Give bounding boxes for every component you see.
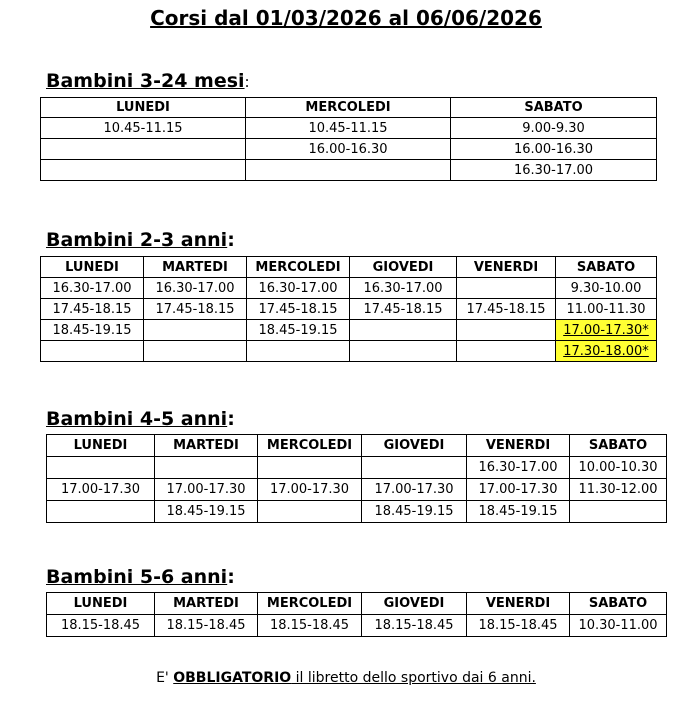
time-cell: 17.00-17.30 (47, 479, 155, 501)
footer-prefix: E' (156, 670, 174, 686)
time-cell: 17.00-17.30 (467, 479, 570, 501)
time-cell: 18.45-19.15 (467, 501, 570, 523)
time-cell: 11.30-12.00 (570, 479, 667, 501)
table-row (41, 160, 657, 181)
page-title: Corsi dal 01/03/2026 al 06/06/2026 (150, 6, 542, 30)
time-cell: 18.45-19.15 (362, 501, 467, 523)
time-cell (570, 501, 667, 523)
time-cell (144, 341, 247, 362)
section-heading-3-24-mesi (46, 70, 250, 92)
day-header: MARTEDI (155, 435, 258, 457)
time-cell (258, 501, 362, 523)
time-cell: 18.45-19.15 (155, 501, 258, 523)
time-cell (457, 320, 556, 341)
table-row (47, 457, 667, 479)
time-cell: 16.00-16.30 (246, 139, 451, 160)
footer-text: il libretto dello sportivo dai 6 anni. (291, 670, 536, 686)
day-header: SABATO (451, 98, 657, 118)
day-header: LUNEDI (47, 593, 155, 615)
day-header: GIOVEDI (362, 435, 467, 457)
time-cell: 16.30-17.00 (467, 457, 570, 479)
schedule-table-4-5-anni (46, 434, 667, 523)
day-header: LUNEDI (41, 98, 246, 118)
time-cell (41, 160, 246, 181)
table-row (47, 479, 667, 501)
time-cell: 16.30-17.00 (350, 278, 457, 299)
time-cell (362, 457, 467, 479)
footer-note (0, 670, 692, 686)
time-cell: 17.00-17.30 (362, 479, 467, 501)
section-heading-colon: : (244, 73, 250, 91)
time-cell (47, 457, 155, 479)
day-header: SABATO (556, 257, 657, 278)
day-header: MERCOLEDI (258, 435, 362, 457)
time-cell (47, 501, 155, 523)
schedule-table-3-24-mesi (40, 97, 657, 181)
time-cell: 9.30-10.00 (556, 278, 657, 299)
day-header: MERCOLEDI (246, 98, 451, 118)
section-heading-text: Bambini 4-5 anni (46, 408, 228, 430)
table-row (47, 615, 667, 637)
day-header: LUNEDI (41, 257, 144, 278)
time-cell: 18.15-18.45 (258, 615, 362, 637)
time-cell: 10.00-10.30 (570, 457, 667, 479)
day-header: MARTEDI (144, 257, 247, 278)
table-header-row (47, 593, 667, 615)
section-heading-text: Bambini 5-6 anni (46, 566, 228, 588)
section-heading-colon: : (227, 408, 235, 430)
table-row (41, 118, 657, 139)
time-cell (350, 320, 457, 341)
highlighted-time-text: 17.30-18.00* (563, 343, 649, 359)
time-cell (247, 341, 350, 362)
section-heading-4-5-anni (46, 408, 235, 430)
day-header: MERCOLEDI (247, 257, 350, 278)
section-heading-text: Bambini 3-24 mesi (46, 70, 245, 92)
time-cell: 18.15-18.45 (155, 615, 258, 637)
day-header: LUNEDI (47, 435, 155, 457)
time-cell (41, 139, 246, 160)
time-cell: 17.45-18.15 (247, 299, 350, 320)
time-cell: 16.00-16.30 (451, 139, 657, 160)
time-cell: 9.00-9.30 (451, 118, 657, 139)
schedule-table-2-3-anni (40, 256, 657, 362)
section-heading-colon: : (227, 229, 235, 251)
day-header: VENERDI (467, 435, 570, 457)
time-cell: 17.00-17.30 (258, 479, 362, 501)
time-cell: 10.45-11.15 (41, 118, 246, 139)
time-cell: 17.45-18.15 (350, 299, 457, 320)
time-cell (144, 320, 247, 341)
table-row (41, 139, 657, 160)
footer-underlined (173, 670, 536, 686)
section-heading-colon: : (227, 566, 235, 588)
day-header: MERCOLEDI (258, 593, 362, 615)
section-heading-text: Bambini 2-3 anni (46, 229, 228, 251)
day-header: VENERDI (467, 593, 570, 615)
time-cell: 16.30-17.00 (451, 160, 657, 181)
table-row (41, 320, 657, 341)
table-header-row (41, 257, 657, 278)
table-header-row (47, 435, 667, 457)
time-cell: 18.45-19.15 (247, 320, 350, 341)
highlighted-time-cell (556, 320, 657, 341)
time-cell (258, 457, 362, 479)
time-cell: 17.45-18.15 (41, 299, 144, 320)
time-cell (41, 341, 144, 362)
time-cell: 16.30-17.00 (144, 278, 247, 299)
schedule-table-5-6-anni (46, 592, 667, 637)
day-header: MARTEDI (155, 593, 258, 615)
day-header: SABATO (570, 435, 667, 457)
day-header: GIOVEDI (362, 593, 467, 615)
table-row (41, 278, 657, 299)
time-cell: 17.00-17.30 (155, 479, 258, 501)
time-cell: 18.15-18.45 (467, 615, 570, 637)
time-cell: 16.30-17.00 (41, 278, 144, 299)
table-row (47, 501, 667, 523)
highlighted-time-cell (556, 341, 657, 362)
table-header-row (41, 98, 657, 118)
time-cell (457, 278, 556, 299)
time-cell: 11.00-11.30 (556, 299, 657, 320)
table-row (41, 341, 657, 362)
time-cell: 16.30-17.00 (247, 278, 350, 299)
time-cell: 10.45-11.15 (246, 118, 451, 139)
time-cell: 18.15-18.45 (47, 615, 155, 637)
time-cell: 10.30-11.00 (570, 615, 667, 637)
time-cell (457, 341, 556, 362)
time-cell: 18.15-18.45 (362, 615, 467, 637)
time-cell (246, 160, 451, 181)
table-row (41, 299, 657, 320)
day-header: GIOVEDI (350, 257, 457, 278)
section-heading-5-6-anni (46, 566, 235, 588)
day-header: SABATO (570, 593, 667, 615)
time-cell: 17.45-18.15 (144, 299, 247, 320)
highlighted-time-text: 17.00-17.30* (563, 322, 649, 338)
time-cell (155, 457, 258, 479)
time-cell: 17.45-18.15 (457, 299, 556, 320)
day-header: VENERDI (457, 257, 556, 278)
footer-obbligatorio: OBBLIGATORIO (173, 670, 292, 686)
section-heading-2-3-anni (46, 229, 235, 251)
time-cell: 18.45-19.15 (41, 320, 144, 341)
time-cell (350, 341, 457, 362)
